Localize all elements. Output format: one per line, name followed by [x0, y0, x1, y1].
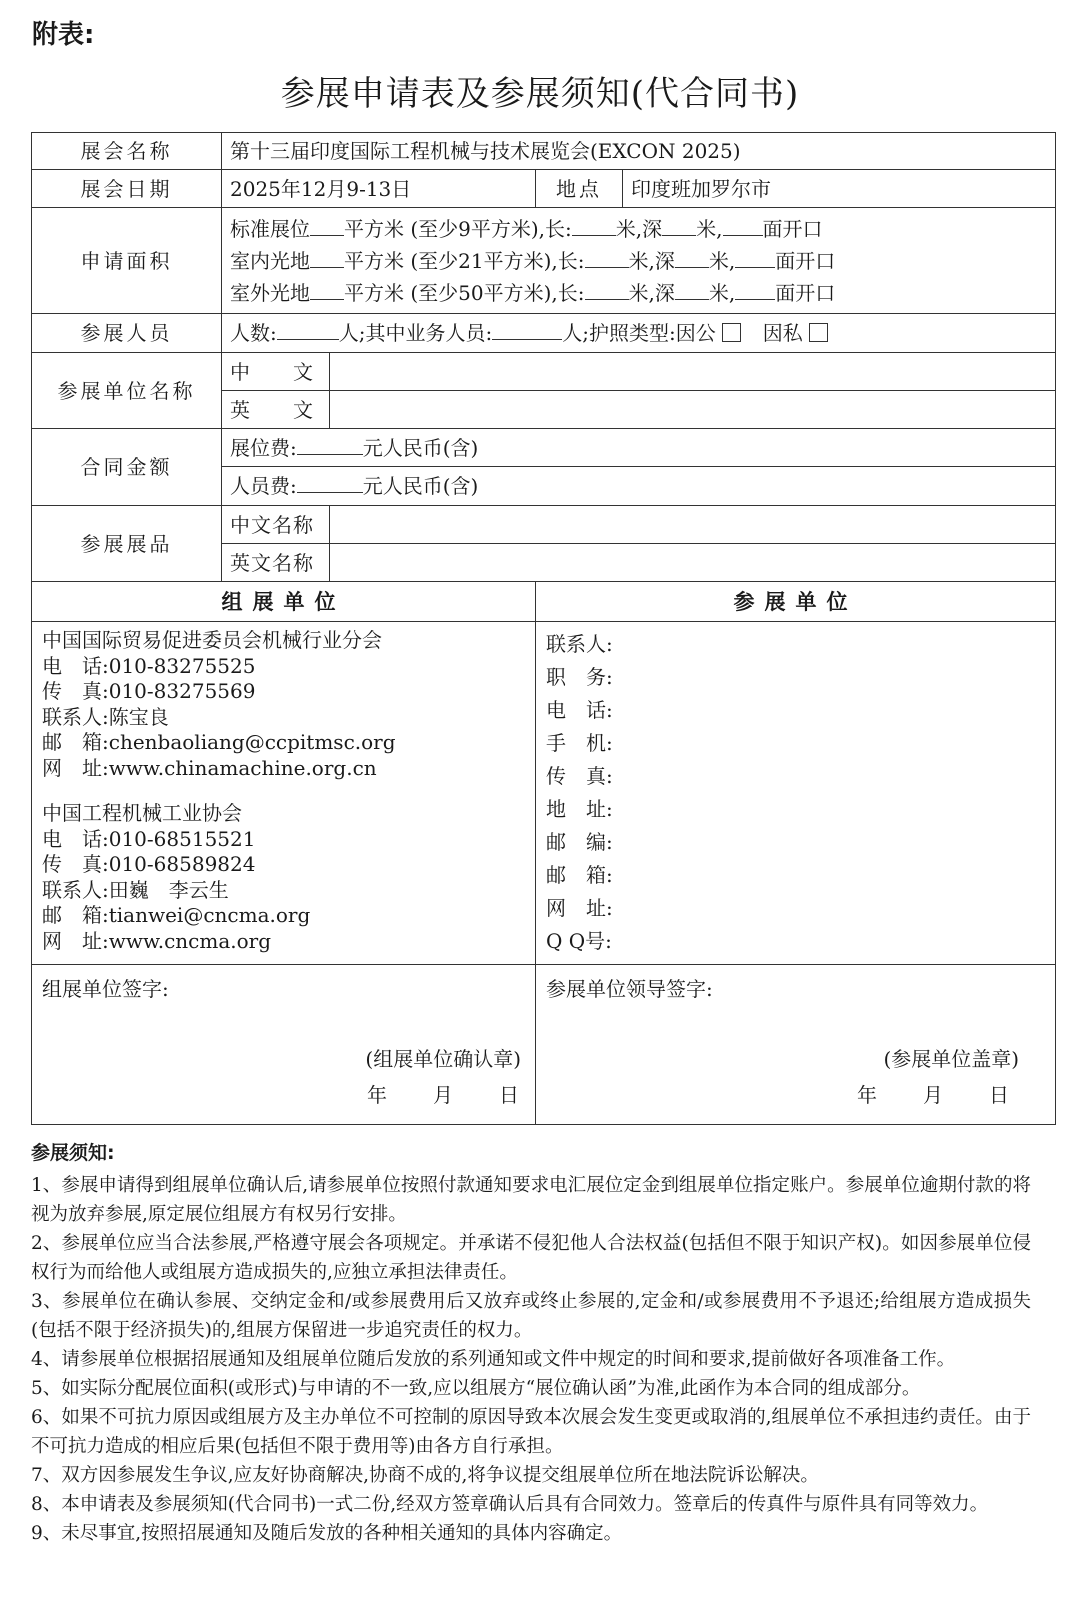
area-m: 米, [708, 280, 736, 305]
application-form [31, 132, 1056, 1125]
exhibitor-seal: (参展单位盖章) [883, 1047, 1020, 1071]
personnel-fields [222, 314, 1056, 353]
products-cn-input[interactable] [330, 506, 1056, 544]
area-len: 长: [557, 280, 585, 305]
currency-suffix: 元人民币(含) [362, 435, 479, 460]
org1-tel: 电 话:010-83275525 [42, 653, 256, 678]
exhibitor-field: 传 真: [546, 764, 613, 788]
page-title: 参展申请表及参展须知(代合同书) [280, 74, 800, 114]
organizer-sign-label: 组展单位签字: [42, 977, 169, 1001]
private-label: 因私 [762, 321, 803, 345]
contract-label: 合同金额 [32, 429, 222, 506]
area-min: 平方米 (至少50平方米), [344, 280, 558, 305]
notice-item: 2、参展单位应当合法参展,严格遵守展会各项规定。并承诺不侵犯他人合法权益(包括但不限于知识产权)。如因参展单位侵权行为而给他人或组展方造成损失的,应独立承担法律责任。 [31, 1233, 1031, 1283]
open-blank[interactable] [735, 249, 775, 268]
company-en-input[interactable] [330, 391, 1056, 429]
organizer-signature[interactable] [32, 965, 536, 1125]
length-blank[interactable] [572, 217, 616, 236]
area-line-outdoor [230, 277, 1047, 309]
length-blank[interactable] [585, 249, 629, 268]
area-m: 米, [708, 248, 736, 273]
row-personnel [32, 314, 1056, 353]
place-label: 地点 [536, 170, 623, 208]
notice-item: 8、本申请表及参展须知(代合同书)一式二份,经双方签章确认后具有合同效力。签章后的传真件与原件具有同等效力。 [31, 1494, 989, 1515]
company-name-label: 参展单位名称 [32, 353, 222, 429]
exhibition-date-label: 展会日期 [32, 170, 222, 208]
area-sqm-blank[interactable] [310, 249, 344, 268]
passport-type-label: 人;护照类型: [562, 321, 676, 345]
exhibitor-header: 参展单位 [536, 582, 1056, 622]
area-sqm-blank[interactable] [310, 217, 344, 236]
area-depth: 米,深 [628, 280, 675, 305]
area-len: 长: [545, 216, 572, 241]
exhibitor-field: Q Q号: [546, 929, 612, 953]
personnel-count-blank[interactable] [277, 321, 339, 340]
row-signatures [32, 965, 1056, 1125]
area-len: 长: [557, 248, 585, 273]
exhibition-date-value: 2025年12月9-13日 [222, 170, 536, 208]
place-value: 印度班加罗尔市 [623, 170, 1056, 208]
company-en-label: 英 文 [222, 391, 330, 429]
org2-name: 中国工程机械工业协会 [42, 801, 242, 825]
exhibitor-field: 网 址: [546, 896, 613, 920]
exhibitor-signature[interactable] [536, 965, 1056, 1125]
exhibitor-field: 联系人: [546, 632, 613, 656]
business-staff-blank[interactable] [492, 321, 562, 340]
org2-tel: 电 话:010-68515521 [42, 826, 256, 851]
org2-email: 邮 箱:tianwei@cncma.org [42, 903, 311, 927]
official-label: 因公 [675, 321, 716, 345]
org2-web: 网 址:www.cncma.org [42, 928, 272, 953]
staff-fee [222, 467, 1056, 506]
organizer-contacts [32, 622, 536, 965]
products-en-input[interactable] [330, 544, 1056, 582]
booth-fee [222, 429, 1056, 467]
area-line-indoor [230, 245, 1047, 277]
area-sqm-blank[interactable] [310, 281, 344, 300]
open-blank[interactable] [735, 281, 775, 300]
exhibitor-field: 邮 箱: [546, 863, 613, 887]
currency-suffix: 元人民币(含) [362, 474, 479, 498]
exhibitor-sign-label: 参展单位领导签字: [546, 977, 713, 1001]
attachment-label: 附表: [32, 20, 95, 50]
exhibitor-field: 电 话: [546, 698, 613, 722]
depth-blank[interactable] [675, 249, 709, 268]
row-products-cn [32, 506, 1056, 544]
booth-fee-blank[interactable] [297, 436, 363, 455]
organizer-date: 年 月 日 [367, 1083, 521, 1107]
org2-contact: 联系人:田巍 李云生 [42, 877, 229, 902]
official-checkbox[interactable] [722, 323, 741, 342]
notice-item: 4、请参展单位根据招展通知及组展单位随后发放的系列通知或文件中规定的时间和要求,提前做好各项准备工作。 [31, 1349, 956, 1370]
business-staff-label: 人;其中业务人员: [338, 321, 493, 345]
org1-contact: 联系人:陈宝良 [42, 704, 169, 729]
org1-name: 中国国际贸易促进委员会机械行业分会 [42, 628, 382, 652]
booth-fee-label: 展位费: [230, 435, 297, 460]
area-open: 面开口 [775, 248, 836, 273]
exhibitor-field: 邮 编: [546, 830, 613, 854]
company-cn-label: 中 文 [222, 353, 330, 391]
area-type: 标准展位 [230, 216, 310, 241]
notice-item: 5、如实际分配展位面积(或形式)与申请的不一致,应以组展方“展位确认函”为准,此函作为本合同的组成部分。 [31, 1378, 921, 1399]
exhibitor-contacts [536, 622, 1056, 965]
depth-blank[interactable] [662, 217, 696, 236]
spacer [42, 781, 525, 801]
notice-title: 参展须知: [31, 1142, 115, 1164]
area-label: 申请面积 [32, 208, 222, 314]
products-en-label: 英文名称 [222, 544, 330, 582]
open-blank[interactable] [723, 217, 763, 236]
notice-section [31, 1138, 1031, 1548]
notice-item: 9、未尽事宜,按照招展通知及随后发放的各种相关通知的具体内容确定。 [31, 1523, 623, 1544]
area-open: 面开口 [775, 280, 836, 305]
organizer-header: 组展单位 [32, 582, 536, 622]
area-m: 米, [696, 216, 723, 241]
row-area [32, 208, 1056, 314]
private-checkbox[interactable] [809, 323, 828, 342]
exhibitor-field: 职 务: [546, 665, 613, 689]
area-line-standard [230, 213, 1047, 245]
staff-fee-blank[interactable] [297, 474, 363, 493]
org2-fax: 传 真:010-68589824 [42, 852, 256, 876]
area-depth: 米,深 [615, 216, 663, 241]
organizer-seal: (组展单位确认章) [365, 1047, 521, 1071]
row-exhibition-date [32, 170, 1056, 208]
personnel-count-label: 人数: [230, 321, 277, 345]
exhibitor-field: 手 机: [546, 731, 613, 755]
org1-fax: 传 真:010-83275569 [42, 679, 256, 703]
notice-item: 3、参展单位在确认参展、交纳定金和/或参展费用后又放弃或终止参展的,定金和/或参展费用不予退还;给组展方造成损失(包括不限于经济损失)的,组展方保留进一步追究责任的权力。 [31, 1291, 1031, 1341]
area-type: 室内光地 [230, 248, 310, 273]
depth-blank[interactable] [675, 281, 709, 300]
area-min: 平方米 (至少21平方米), [344, 248, 558, 273]
area-lines [222, 208, 1056, 314]
length-blank[interactable] [585, 281, 629, 300]
products-cn-label: 中文名称 [222, 506, 330, 544]
row-booth-fee [32, 429, 1056, 467]
row-contacts [32, 622, 1056, 965]
row-party-headers [32, 582, 1056, 622]
products-label: 参展展品 [32, 506, 222, 582]
exhibitor-date: 年 月 日 [857, 1083, 1012, 1107]
exhibitor-field: 地 址: [546, 797, 613, 821]
area-type: 室外光地 [230, 280, 310, 305]
company-cn-input[interactable] [330, 353, 1056, 391]
exhibition-name-label: 展会名称 [32, 133, 222, 170]
personnel-label: 参展人员 [32, 314, 222, 353]
org1-email: 邮 箱:chenbaoliang@ccpitmsc.org [42, 730, 396, 754]
row-exhibition-name [32, 133, 1056, 170]
area-open: 面开口 [762, 216, 823, 241]
area-depth: 米,深 [628, 248, 675, 273]
notice-item: 1、参展申请得到组展单位确认后,请参展单位按照付款通知要求电汇展位定金到组展单位指定账户。参展单位逾期付款的将视为放弃参展,原定展位组展方有权另行安排。 [31, 1175, 1031, 1225]
org1-web: 网 址:www.chinamachine.org.cn [42, 755, 377, 780]
exhibition-name-value: 第十三届印度国际工程机械与技术展览会(EXCON 2025) [222, 133, 1056, 170]
staff-fee-label: 人员费: [230, 474, 297, 498]
row-company-cn [32, 353, 1056, 391]
notice-item: 7、双方因参展发生争议,应友好协商解决,协商不成的,将争议提交组展单位所在地法院诉讼解决。 [31, 1465, 819, 1486]
notice-item: 6、如果不可抗力原因或组展方及主办单位不可控制的原因导致本次展会发生变更或取消的,组展单位不承担违约责任。由于不可抗力造成的相应后果(包括但不限于费用等)由各方自行承担。 [31, 1407, 1031, 1457]
area-min: 平方米 (至少9平方米), [344, 216, 546, 241]
